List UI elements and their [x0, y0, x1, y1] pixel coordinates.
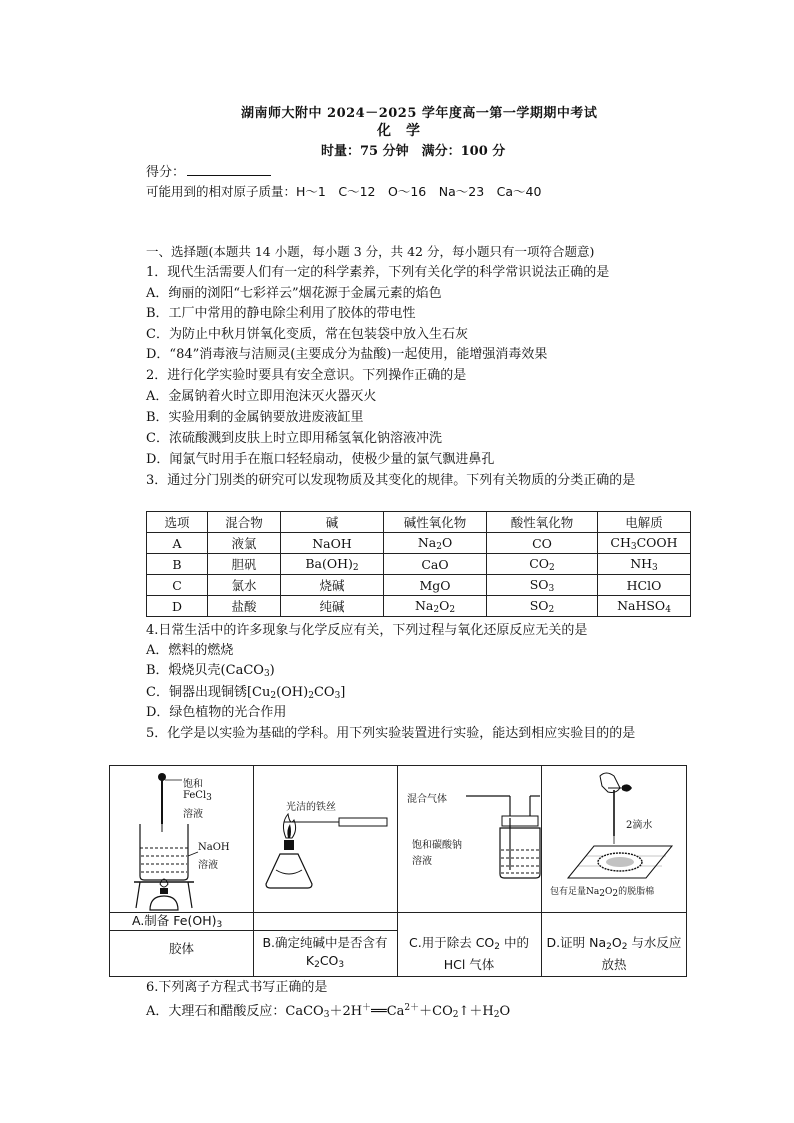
- label-solution-3: 溶液: [412, 856, 432, 867]
- atomic-masses: 可能用到的相对原子质量：H～1 C～12 O～16 Na～23 Ca～40: [146, 184, 542, 199]
- table-cell: MgO: [384, 575, 487, 596]
- label-cotton: 包有足量$Na_2O_2$的脱脂棉: [550, 887, 655, 899]
- label-solution-1: 溶液: [183, 809, 203, 820]
- table-cell: $SO_2$: [487, 596, 598, 617]
- table-cell: CO: [487, 533, 598, 554]
- q2-option-d: D．闻氯气时用手在瓶口轻轻扇动，使极少量的氯气飘进鼻孔: [146, 452, 495, 467]
- q2-option-a: A．金属钠着火时立即用泡沫灭火器灭火: [146, 389, 377, 404]
- table-header-cell: 混合物: [208, 512, 281, 533]
- table-cell: C: [147, 575, 208, 596]
- label-saturated-na2co3: 饱和碳酸钠: [412, 840, 462, 851]
- table-row: [147, 575, 691, 596]
- q1-stem: 1．现代生活需要人们有一定的科学素养，下列有关化学的科学常识说法正确的是: [146, 265, 610, 280]
- apparatus-grid: [109, 765, 687, 977]
- table-header-cell: 碱: [281, 512, 384, 533]
- q1-option-d: D．“84”消毒液与洁厕灵(主要成分为盐酸)一起使用，能增强消毒效果: [146, 347, 548, 362]
- table-cell: $Na_2O$: [384, 533, 487, 554]
- table-cell: $Ba(OH)_2$: [281, 554, 384, 575]
- caption-c: C.用于除去 $CO_2$ 中的 HCl 气体: [409, 935, 529, 972]
- table-cell: 烧碱: [281, 575, 384, 596]
- caption-d: D.证明 $Na_2O_2$ 与水反应放热: [546, 935, 682, 972]
- table-row: [147, 533, 691, 554]
- table-cell: 胆矾: [208, 554, 281, 575]
- time-info: 时量：75 分钟 满分：100 分: [321, 144, 506, 159]
- table-cell: HClO: [598, 575, 691, 596]
- table-header-cell: 电解质: [598, 512, 691, 533]
- label-fecl3: FeCl$_3$: [183, 790, 212, 803]
- table-cell: CaO: [384, 554, 487, 575]
- q4-option-a: A．燃料的燃烧: [146, 643, 234, 658]
- q6-stem: 6.下列离子方程式书写正确的是: [146, 980, 328, 995]
- exam-title: 湖南师大附中 2024－2025 学年度高一第一学期期中考试: [241, 106, 598, 121]
- subject-title: 化 学: [377, 123, 421, 139]
- apparatus-b-diagram: [254, 766, 397, 912]
- table-cell: $NH_3$: [598, 554, 691, 575]
- q4-option-b: B．煅烧贝壳(CaCO$_3$): [146, 663, 275, 679]
- caption-a-line1: A.制备 $Fe(OH)_3$: [132, 913, 223, 930]
- table-header-cell: 选项: [147, 512, 208, 533]
- label-iron-wire: 光洁的铁丝: [286, 802, 336, 813]
- caption-b: B.确定纯碱中是否含有 $K_2CO_3$: [262, 935, 388, 970]
- table-cell: $Na_2O_2$: [384, 596, 487, 617]
- table-header-cell: 碱性氧化物: [384, 512, 487, 533]
- q2-stem: 2．进行化学实验时要具有安全意识。下列操作正确的是: [146, 368, 467, 383]
- q1-option-c: C．为防止中秋月饼氧化变质，常在包装袋中放入生石灰: [146, 327, 468, 342]
- label-naoh: NaOH: [198, 842, 230, 853]
- label-mixed-gas: 混合气体: [407, 794, 447, 805]
- table-cell: $SO_3$: [487, 575, 598, 596]
- score-blank[interactable]: [187, 175, 271, 176]
- caption-a-line2: 胶体: [168, 941, 194, 956]
- table-cell: $CO_2$: [487, 554, 598, 575]
- q3-stem: 3．通过分门别类的研究可以发现物质及其变化的规律。下列有关物质的分类正确的是: [146, 473, 636, 488]
- q4-stem: 4.日常生活中的许多现象与化学反应有关，下列过程与氧化还原反应无关的是: [146, 623, 588, 638]
- table-cell: B: [147, 554, 208, 575]
- q2-option-c: C．浓硫酸溅到皮肤上时立即用稀氢氧化钠溶液冲洗: [146, 431, 442, 446]
- q2-option-b: B．实验用剩的金属钠要放进废液缸里: [146, 410, 364, 425]
- table-cell: 纯碱: [281, 596, 384, 617]
- table-cell: NaOH: [281, 533, 384, 554]
- apparatus-a-diagram: [110, 766, 253, 912]
- table-row: [147, 596, 691, 617]
- table-cell: 液氯: [208, 533, 281, 554]
- section-heading: 一、选择题(本题共 14 小题，每小题 3 分，共 42 分，每小题只有一项符合题意): [146, 244, 595, 259]
- table-cell: $CH_3COOH$: [598, 533, 691, 554]
- q5-stem: 5．化学是以实验为基础的学科。用下列实验装置进行实验，能达到相应实验目的的是: [146, 726, 636, 741]
- label-saturated: 饱和: [183, 779, 203, 790]
- table-cell: NaHSO$_4$: [598, 596, 691, 617]
- q1-option-b: B．工厂中常用的静电除尘利用了胶体的带电性: [146, 306, 416, 321]
- q6-option-a: A．大理石和醋酸反应：$CaCO_3+2H^+══Ca^{2+}+CO_2↑+H_2O$: [146, 1003, 511, 1020]
- label-two-drops: 2滴水: [626, 820, 653, 831]
- table-cell: A: [147, 533, 208, 554]
- table-cell: 氯水: [208, 575, 281, 596]
- classification-table: [146, 511, 691, 617]
- score-label: 得分：: [146, 165, 186, 180]
- table-header-cell: 酸性氧化物: [487, 512, 598, 533]
- table-cell: 盐酸: [208, 596, 281, 617]
- label-solution-2: 溶液: [198, 860, 218, 871]
- table-header-row: [147, 512, 691, 533]
- table-row: [147, 554, 691, 575]
- table-cell: D: [147, 596, 208, 617]
- q4-option-c: C．铜器出现铜锈$[Cu_2(OH)_2CO_3]$: [146, 685, 346, 701]
- q4-option-d: D．绿色植物的光合作用: [146, 705, 287, 720]
- q1-option-a: A．绚丽的浏阳“七彩祥云”烟花源于金属元素的焰色: [146, 286, 442, 301]
